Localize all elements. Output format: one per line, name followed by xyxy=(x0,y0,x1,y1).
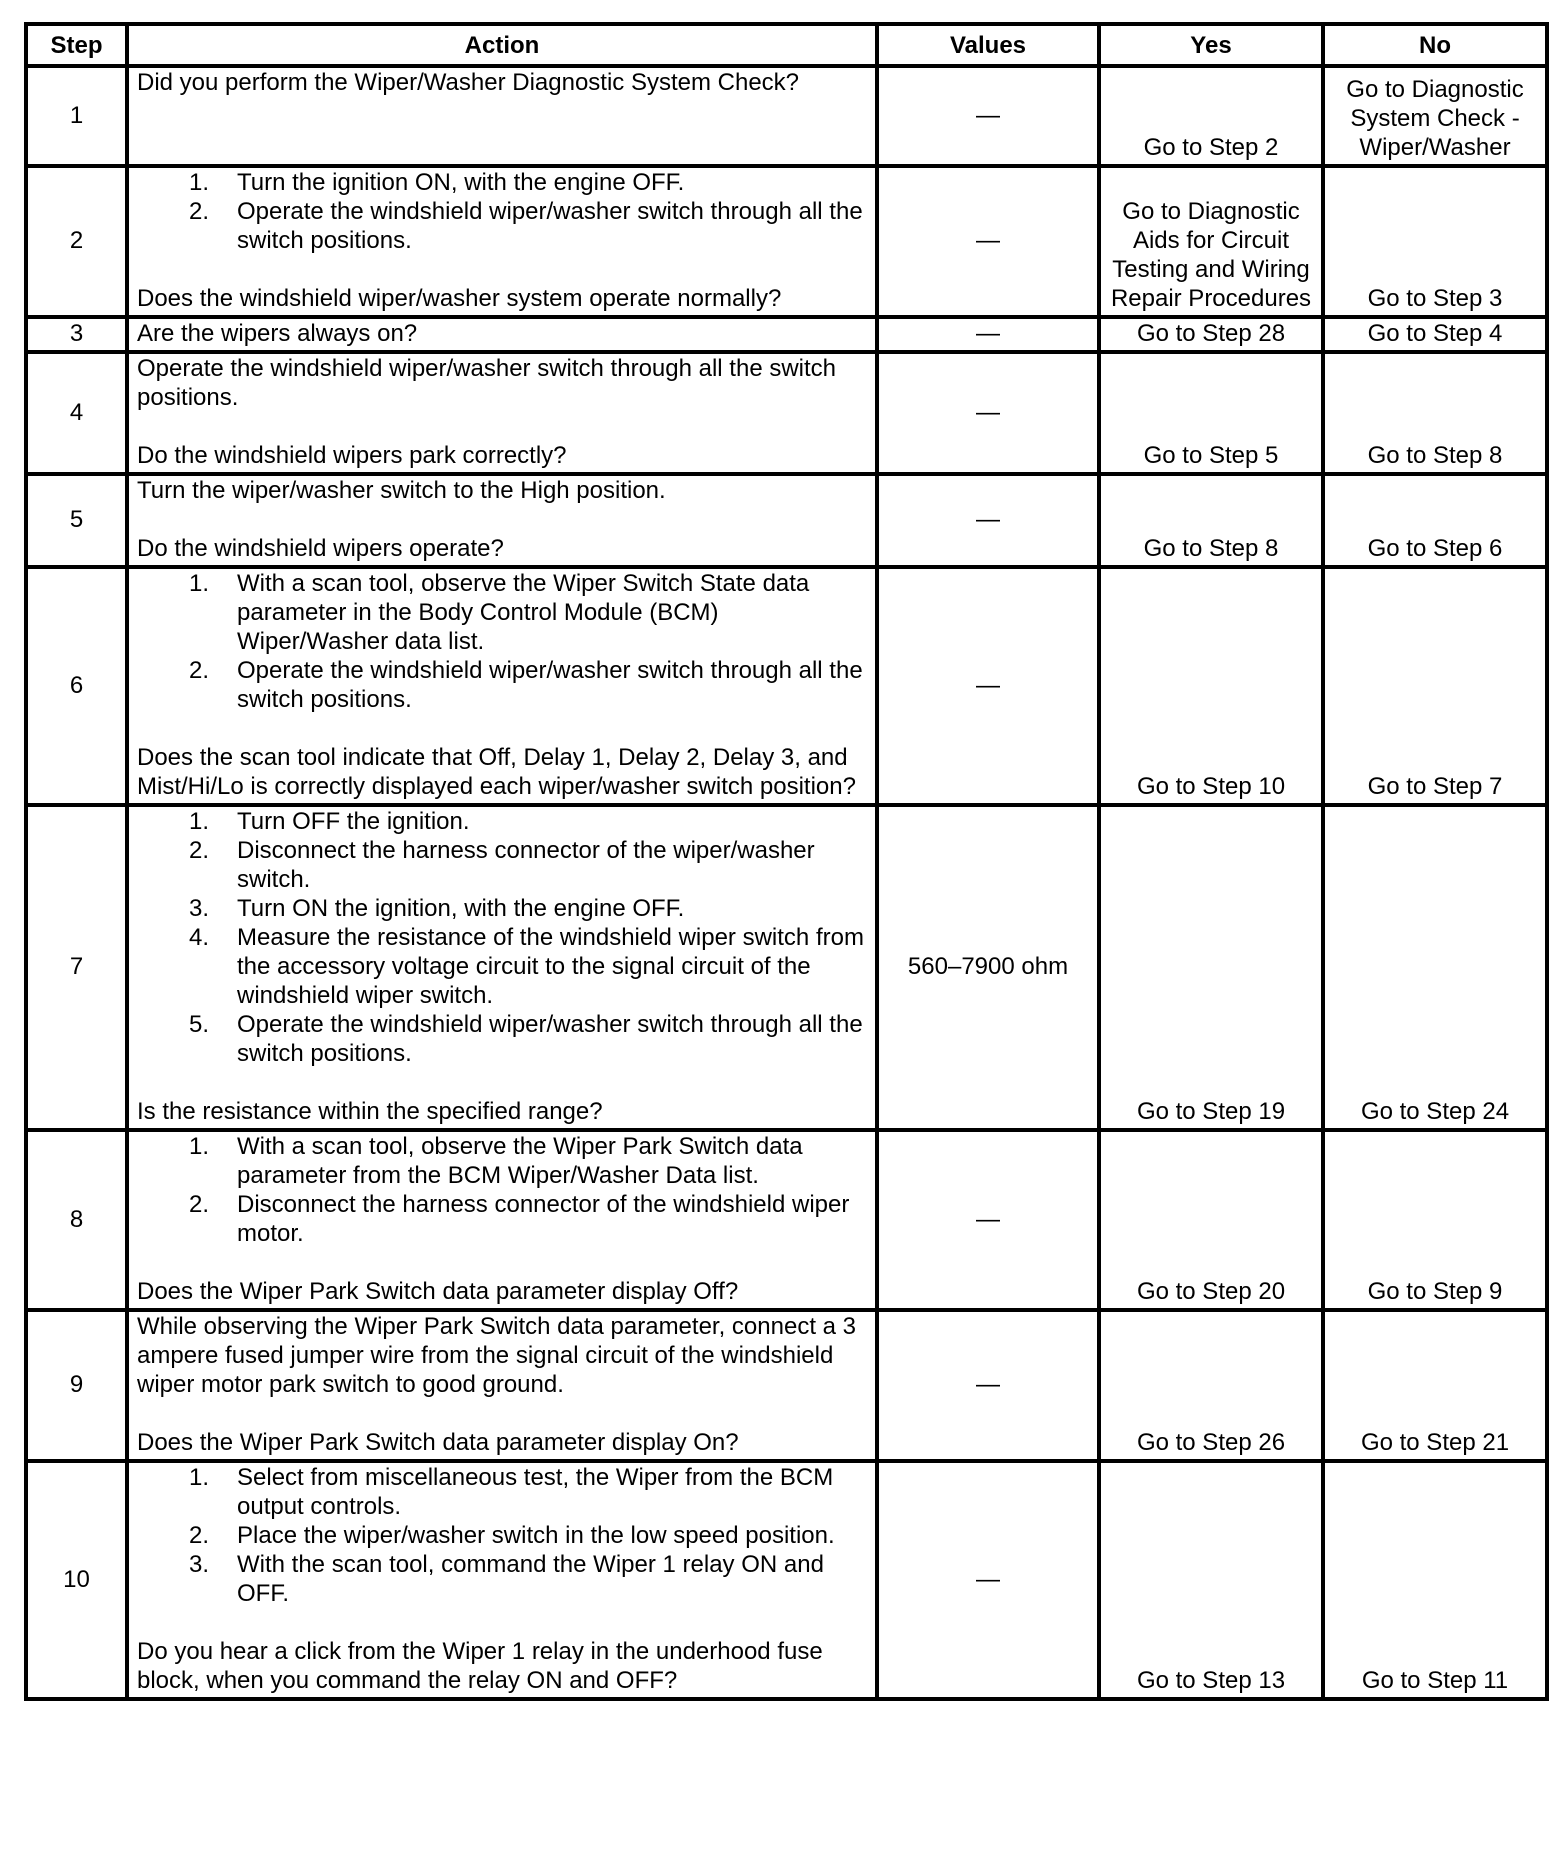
step-number: 4 xyxy=(26,352,127,474)
action-cell xyxy=(127,352,877,474)
step-number: 1 xyxy=(26,66,127,166)
action-step-text: Disconnect the harness connector of the windshield wiper motor. xyxy=(237,1191,850,1247)
action-step xyxy=(137,569,867,656)
diagnostic-table xyxy=(24,22,1549,1701)
step-number: 5 xyxy=(26,474,127,567)
action-question: Do the windshield wipers operate? xyxy=(137,535,504,562)
value-cell: — xyxy=(877,474,1099,567)
action-text: Operate the windshield wiper/washer switch through all the switch positions. xyxy=(137,355,837,411)
no-cell: Go to Step 9 xyxy=(1323,1130,1547,1310)
table-row xyxy=(26,1130,1547,1310)
action-text: Turn the wiper/washer switch to the High position. xyxy=(137,477,666,504)
action-step-text: With the scan tool, command the Wiper 1 relay ON and OFF. xyxy=(237,1551,824,1607)
action-step xyxy=(137,807,867,836)
header-yes: Yes xyxy=(1099,24,1323,66)
action-steps xyxy=(137,1132,867,1248)
action-step-number: 1. xyxy=(189,1133,210,1160)
action-step xyxy=(137,656,867,714)
action-question: Is the resistance within the specified range? xyxy=(137,1098,603,1125)
table-row xyxy=(26,352,1547,474)
action-step-text: Select from miscellaneous test, the Wiper from the BCM output controls. xyxy=(237,1464,834,1520)
no-cell: Go to Step 6 xyxy=(1323,474,1547,567)
action-step xyxy=(137,1463,867,1521)
no-cell: Go to Step 8 xyxy=(1323,352,1547,474)
action-step-number: 2. xyxy=(189,657,210,684)
action-step xyxy=(137,923,867,1010)
yes-cell: Go to Step 20 xyxy=(1099,1130,1323,1310)
table-row xyxy=(26,317,1547,352)
action-question: Does the Wiper Park Switch data parameter display Off? xyxy=(137,1278,739,1305)
value-cell: — xyxy=(877,352,1099,474)
table-row xyxy=(26,1310,1547,1461)
action-step-number: 3. xyxy=(189,1551,210,1578)
yes-cell: Go to Step 13 xyxy=(1099,1461,1323,1699)
action-step-number: 4. xyxy=(189,924,210,951)
action-step xyxy=(137,894,867,923)
action-step-text: Place the wiper/washer switch in the low speed position. xyxy=(237,1522,835,1549)
action-cell xyxy=(127,567,877,805)
action-step xyxy=(137,836,867,894)
yes-cell: Go to Step 26 xyxy=(1099,1310,1323,1461)
step-number: 2 xyxy=(26,166,127,317)
action-step-number: 2. xyxy=(189,198,210,225)
action-step-text: Turn OFF the ignition. xyxy=(237,808,470,835)
action-steps xyxy=(137,168,867,255)
step-number: 8 xyxy=(26,1130,127,1310)
yes-cell: Go to Diagnostic Aids for Circuit Testing and Wiring Repair Procedures xyxy=(1099,166,1323,317)
no-cell: Go to Step 3 xyxy=(1323,166,1547,317)
table-row xyxy=(26,1461,1547,1699)
action-step-number: 1. xyxy=(189,1464,210,1491)
action-step xyxy=(137,1010,867,1068)
action-step-number: 1. xyxy=(189,808,210,835)
value-cell: — xyxy=(877,567,1099,805)
yes-cell: Go to Step 28 xyxy=(1099,317,1323,352)
action-cell xyxy=(127,1461,877,1699)
table-row xyxy=(26,805,1547,1130)
yes-cell: Go to Step 8 xyxy=(1099,474,1323,567)
action-cell xyxy=(127,317,877,352)
action-question: Does the windshield wiper/washer system operate normally? xyxy=(137,285,782,312)
action-question: Do the windshield wipers park correctly? xyxy=(137,442,567,469)
action-question: Does the scan tool indicate that Off, Delay 1, Delay 2, Delay 3, and Mist/Hi/Lo is correctly displayed each wiper/washer switch position? xyxy=(137,744,856,800)
action-step-number: 1. xyxy=(189,570,210,597)
action-cell xyxy=(127,1310,877,1461)
action-text: While observing the Wiper Park Switch data parameter, connect a 3 ampere fused jumper wire from the signal circuit of the windshield wiper motor park switch to good ground. xyxy=(137,1313,857,1398)
action-step-number: 2. xyxy=(189,837,210,864)
action-step-number: 3. xyxy=(189,895,210,922)
action-step-number: 2. xyxy=(189,1522,210,1549)
no-cell: Go to Step 11 xyxy=(1323,1461,1547,1699)
action-step xyxy=(137,1190,867,1248)
action-text: Are the wipers always on? xyxy=(137,320,418,347)
step-number: 7 xyxy=(26,805,127,1130)
table-row xyxy=(26,166,1547,317)
action-step xyxy=(137,1521,867,1550)
value-cell: — xyxy=(877,1130,1099,1310)
action-cell xyxy=(127,1130,877,1310)
action-text: Did you perform the Wiper/Washer Diagnostic System Check? xyxy=(137,69,800,96)
action-question: Do you hear a click from the Wiper 1 relay in the underhood fuse block, when you command the relay ON and OFF? xyxy=(137,1638,823,1694)
value-cell: — xyxy=(877,1310,1099,1461)
action-cell xyxy=(127,474,877,567)
action-step-text: Disconnect the harness connector of the wiper/washer switch. xyxy=(237,837,815,893)
no-cell: Go to Diagnostic System Check - Wiper/Washer xyxy=(1323,66,1547,166)
header-values: Values xyxy=(877,24,1099,66)
header-step: Step xyxy=(26,24,127,66)
step-number: 3 xyxy=(26,317,127,352)
action-step xyxy=(137,1550,867,1608)
table-row xyxy=(26,567,1547,805)
yes-cell: Go to Step 10 xyxy=(1099,567,1323,805)
action-step-text: With a scan tool, observe the Wiper Switch State data parameter in the Body Control Module (BCM) Wiper/Washer data list. xyxy=(237,570,810,655)
table-row xyxy=(26,66,1547,166)
action-step xyxy=(137,168,867,197)
value-cell: — xyxy=(877,317,1099,352)
header-row xyxy=(26,24,1547,66)
spacer xyxy=(137,714,867,743)
action-cell xyxy=(127,166,877,317)
action-step-number: 2. xyxy=(189,1191,210,1218)
action-step-number: 1. xyxy=(189,169,210,196)
yes-cell: Go to Step 5 xyxy=(1099,352,1323,474)
spacer xyxy=(137,255,867,284)
no-cell: Go to Step 7 xyxy=(1323,567,1547,805)
table-row xyxy=(26,474,1547,567)
value-cell: — xyxy=(877,66,1099,166)
action-steps xyxy=(137,1463,867,1608)
no-cell: Go to Step 4 xyxy=(1323,317,1547,352)
action-question: Does the Wiper Park Switch data parameter display On? xyxy=(137,1429,739,1456)
yes-cell: Go to Step 2 xyxy=(1099,66,1323,166)
header-no: No xyxy=(1323,24,1547,66)
action-cell xyxy=(127,805,877,1130)
yes-cell: Go to Step 19 xyxy=(1099,805,1323,1130)
value-cell: — xyxy=(877,166,1099,317)
spacer xyxy=(137,1608,867,1637)
action-steps xyxy=(137,807,867,1068)
step-number: 10 xyxy=(26,1461,127,1699)
no-cell: Go to Step 24 xyxy=(1323,805,1547,1130)
spacer xyxy=(137,1248,867,1277)
step-number: 9 xyxy=(26,1310,127,1461)
action-step-text: Operate the windshield wiper/washer switch through all the switch positions. xyxy=(237,1011,863,1067)
action-step xyxy=(137,197,867,255)
action-step-number: 5. xyxy=(189,1011,210,1038)
header-action: Action xyxy=(127,24,877,66)
action-step-text: With a scan tool, observe the Wiper Park Switch data parameter from the BCM Wiper/Washer Data list. xyxy=(237,1133,803,1189)
value-cell: — xyxy=(877,1461,1099,1699)
action-cell xyxy=(127,66,877,166)
action-steps xyxy=(137,569,867,714)
spacer xyxy=(137,1399,867,1428)
action-step-text: Operate the windshield wiper/washer switch through all the switch positions. xyxy=(237,198,863,254)
spacer xyxy=(137,505,867,534)
spacer xyxy=(137,1068,867,1097)
action-step-text: Operate the windshield wiper/washer switch through all the switch positions. xyxy=(237,657,863,713)
action-step-text: Measure the resistance of the windshield wiper switch from the accessory voltage circuit to the signal circuit of the windshield wiper switch. xyxy=(237,924,864,1009)
action-step xyxy=(137,1132,867,1190)
action-step-text: Turn ON the ignition, with the engine OFF. xyxy=(237,895,685,922)
action-step-text: Turn the ignition ON, with the engine OFF. xyxy=(237,169,685,196)
spacer xyxy=(137,412,867,441)
value-cell: 560–7900 ohm xyxy=(877,805,1099,1130)
step-number: 6 xyxy=(26,567,127,805)
no-cell: Go to Step 21 xyxy=(1323,1310,1547,1461)
